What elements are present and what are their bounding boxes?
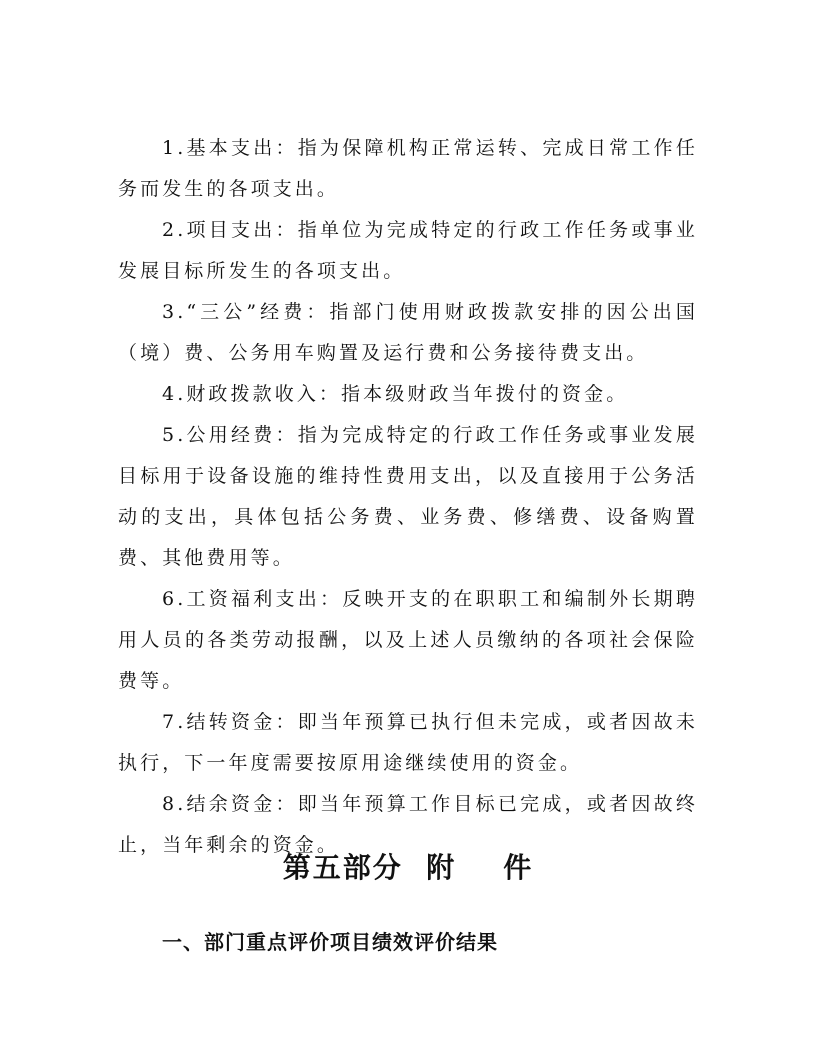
definition-item-6: 6.工资福利支出：反映开支的在职职工和编制外长期聘用人员的各类劳动报酬，以及上述人员缴纳的各项社会保险费等。: [118, 588, 698, 692]
definition-item-7: 7.结转资金：即当年预算已执行但未完成，或者因故未执行，下一年度需要按原用途继续使用的资金。: [118, 711, 698, 774]
definitions-list: [118, 128, 698, 866]
definition-item-8: 8.结余资金：即当年预算工作目标已完成，或者因故终止，当年剩余的资金。: [118, 793, 698, 856]
definition-item-1: 1.基本支出：指为保障机构正常运转、完成日常工作任务而发生的各项支出。: [118, 137, 698, 200]
section-title: 第五部分 附 件: [282, 851, 534, 884]
definition-item-3: 3.“三公”经费：指部门使用财政拨款安排的因公出国（境）费、公务用车购置及运行费和公务接待费支出。: [118, 301, 698, 364]
definition-item-2: 2.项目支出：指单位为完成特定的行政工作任务或事业发展目标所发生的各项支出。: [118, 219, 698, 282]
definition-item-5: 5.公用经费：指为完成特定的行政工作任务或事业发展目标用于设备设施的维持性费用支出，以及直接用于公务活动的支出，具体包括公务费、业务费、修缮费、设备购置费、其他费用等。: [118, 424, 698, 569]
definition-item-4: 4.财政拨款收入：指本级财政当年拨付的资金。: [162, 383, 629, 405]
subsection-title: 一、部门重点评价项目绩效评价结果: [162, 930, 498, 954]
